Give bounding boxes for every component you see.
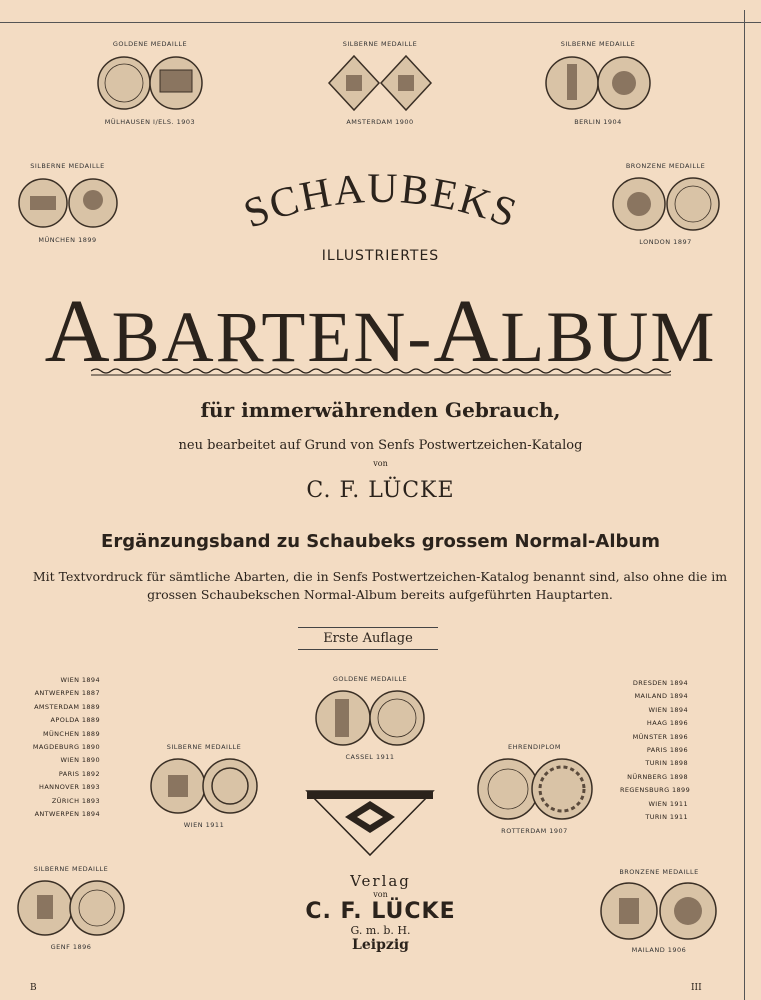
medal-caption-top: SILBERNE MEDAILLE xyxy=(30,162,105,170)
list-item: TURIN 1898 xyxy=(645,759,688,768)
list-item: APOLDA 1889 xyxy=(50,716,100,725)
medal-pair-icon xyxy=(315,685,425,751)
list-item: WIEN 1894 xyxy=(648,705,688,714)
medal-pair-icon xyxy=(97,50,203,116)
publisher-city: Leipzig xyxy=(352,937,409,953)
title-initial-a: A xyxy=(44,282,112,381)
medal-cassel xyxy=(310,675,430,761)
medal-caption-bottom: WIEN 1911 xyxy=(183,821,225,829)
subtitle: für immerwährenden Gebrauch, xyxy=(200,398,561,422)
medal-caption-bottom: LONDON 1897 xyxy=(639,238,692,246)
medal-caption-bottom: ROTTERDAM 1907 xyxy=(501,827,568,835)
list-item: ANTWERPEN 1887 xyxy=(34,689,100,698)
medal-pair-icon xyxy=(150,753,258,819)
title-name: SCHAUBEKS xyxy=(237,165,524,238)
list-item: ZÜRICH 1893 xyxy=(51,796,100,805)
description-line-1: Mit Textvordruck für sämtliche Abarten, die in Senfs Postwertzeichen-Katalog benannt sind, also ohne die im xyxy=(32,569,728,584)
wavy-underline xyxy=(0,362,761,381)
list-item: ANTWERPEN 1894 xyxy=(34,810,100,819)
list-item: WIEN 1890 xyxy=(60,756,100,765)
page-number: III xyxy=(691,983,702,993)
title-illustriertes: ILLUSTRIERTES xyxy=(321,248,440,264)
medal-rotterdam xyxy=(472,743,597,835)
list-item: MAGDEBURG 1890 xyxy=(32,743,100,752)
title-initial-a2: A xyxy=(433,282,501,381)
list-item: AMSTERDAM 1889 xyxy=(34,702,100,711)
medal-caption-top: SILBERNE MEDAILLE xyxy=(560,40,636,48)
list-item: HAAG 1896 xyxy=(646,719,688,728)
medal-pair-icon xyxy=(545,50,651,116)
medal-caption-top: GOLDENE MEDAILLE xyxy=(112,40,188,48)
publisher-von: von xyxy=(373,890,388,899)
trademark-icon xyxy=(305,787,435,861)
publisher-name: C. F. LÜCKE xyxy=(305,899,456,924)
revised-note: neu bearbeitet auf Grund von Senfs Postwertzeichen-Katalog xyxy=(178,438,583,453)
list-item: MAILAND 1894 xyxy=(634,692,688,701)
medal-muelhausen xyxy=(90,40,210,126)
svg-text:SCHAUBEKS xyxy=(238,166,524,238)
description-line-2: grossen Schaubekschen Normal-Album bereits aufgeführten Hauptarten. xyxy=(147,587,613,602)
medal-caption-top: SILBERNE MEDAILLE xyxy=(33,865,109,873)
publisher-block xyxy=(0,872,761,953)
supplement-title: Ergänzungsband zu Schaubeks grossem Normal-Album xyxy=(101,531,660,552)
list-item: NÜRNBERG 1898 xyxy=(627,772,688,781)
arched-title xyxy=(201,165,561,245)
medal-caption-top: GOLDENE MEDAILLE xyxy=(332,675,408,683)
medal-caption-bottom: BERLIN 1904 xyxy=(574,118,622,126)
right-exhibition-list xyxy=(620,677,691,824)
medal-caption-bottom: MÜNCHEN 1899 xyxy=(38,236,97,244)
edition-label: Erste Auflage xyxy=(298,627,438,650)
title-schaubeks xyxy=(0,165,761,245)
by-word: von xyxy=(373,459,388,468)
medal-caption-top: SILBERNE MEDAILLE xyxy=(166,743,242,751)
medal-pair-icon xyxy=(476,753,594,825)
list-item: DRESDEN 1894 xyxy=(632,679,688,687)
medal-berlin xyxy=(538,40,658,126)
publisher-verlag: Verlag xyxy=(350,872,411,890)
left-exhibition-list xyxy=(30,674,100,821)
medal-pair-icon xyxy=(327,50,433,116)
medal-caption-top: BRONZENE MEDAILLE xyxy=(619,868,699,876)
description xyxy=(20,568,740,604)
medal-caption-bottom: GENF 1896 xyxy=(50,943,92,951)
publisher-gmbh: G. m. b. H. xyxy=(350,924,411,937)
medal-caption-top: BRONZENE MEDAILLE xyxy=(625,162,706,170)
medal-wien xyxy=(145,743,263,829)
list-item: TURIN 1911 xyxy=(645,813,688,822)
medal-amsterdam xyxy=(320,40,440,126)
list-item: MÜNSTER 1896 xyxy=(632,732,688,741)
list-item: WIEN 1911 xyxy=(648,799,688,808)
list-item: MÜNCHEN 1889 xyxy=(42,729,100,738)
list-item: HANNOVER 1893 xyxy=(39,783,100,792)
medal-caption-top: EHRENDIPLOM xyxy=(508,743,561,751)
author-name: C. F. LÜCKE xyxy=(306,478,455,503)
medal-caption-bottom: AMSTERDAM 1900 xyxy=(346,118,414,126)
top-rule xyxy=(0,22,761,23)
medal-caption-bottom: MÜLHAUSEN I/ELS. 1903 xyxy=(104,118,196,126)
title-barten: BARTEN- xyxy=(111,297,434,377)
medal-caption-bottom: MAILAND 1906 xyxy=(631,946,687,954)
medal-caption-bottom: CASSEL 1911 xyxy=(345,753,395,761)
list-item: PARIS 1892 xyxy=(58,769,100,778)
title-lbum: LBUM xyxy=(500,297,717,377)
list-item: PARIS 1896 xyxy=(646,746,688,755)
wavy-line xyxy=(91,367,671,377)
footer-signature: B xyxy=(30,983,37,993)
list-item: WIEN 1894 xyxy=(60,676,100,684)
right-rule xyxy=(744,10,745,1000)
medal-caption-top: SILBERNE MEDAILLE xyxy=(342,40,418,48)
list-item: REGENSBURG 1899 xyxy=(620,786,691,795)
